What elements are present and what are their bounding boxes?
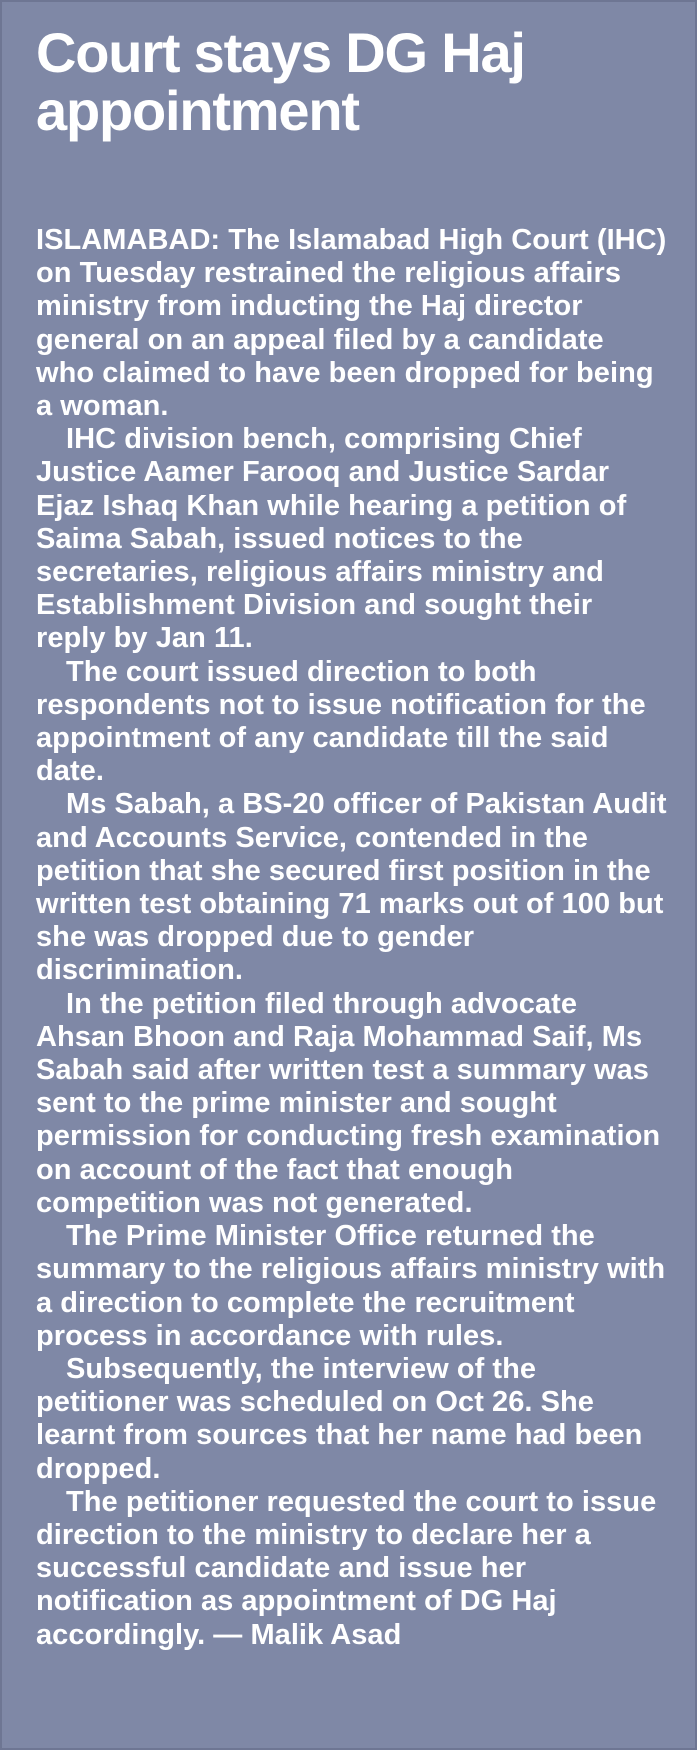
paragraph-8-text: The petitioner requested the court to issue direction to the ministry to declare her a successful candidate and issue her notification as appointment of DG Haj accordingly. <box>36 1485 657 1651</box>
paragraph-8 <box>36 1486 667 1652</box>
headline: Court stays DG Haj appointment <box>36 21 525 142</box>
article-body <box>36 224 667 1652</box>
paragraph-7: Subsequently, the interview of the petitioner was scheduled on Oct 26. She learnt from sources that her name had been dropped. <box>36 1352 643 1485</box>
paragraph-6: The Prime Minister Office returned the summary to the religious affairs ministry with a direction to complete the recruitment process in accordance with rules. <box>36 1220 666 1352</box>
paragraph-3: The court issued direction to both respondents not to issue notification for the appointment of any candidate till the said date. <box>36 655 646 788</box>
paragraph-2: IHC division bench, comprising Chief Justice Aamer Farooq and Justice Sardar Ejaz Ishaq Khan while hearing a petition of Saima Sabah, issued notices to the secretaries, religious affairs ministry and Establishment Division and sought their reply by Jan 11. <box>36 423 627 655</box>
byline: — Malik Asad <box>213 1618 402 1651</box>
paragraph-1: ISLAMABAD: The Islamabad High Court (IHC) on Tuesday restrained the religious affairs ministry from inducting the Haj director general on an appeal filed by a candidate who claimed to have been dropped for being a woman. <box>36 224 667 423</box>
paragraph-5: In the petition filed through advocate Ahsan Bhoon and Raja Mohammad Saif, Ms Sabah said after written test a summary was sent to the prime minister and sought permission for conducting fresh examination on account of the fact that enough competition was not generated. <box>36 987 661 1219</box>
paragraph-4: Ms Sabah, a BS-20 officer of Pakistan Audit and Accounts Service, contended in the petition that she secured first position in the written test obtaining 71 marks out of 100 but she was dropped due to gender discrimination. <box>36 788 667 987</box>
